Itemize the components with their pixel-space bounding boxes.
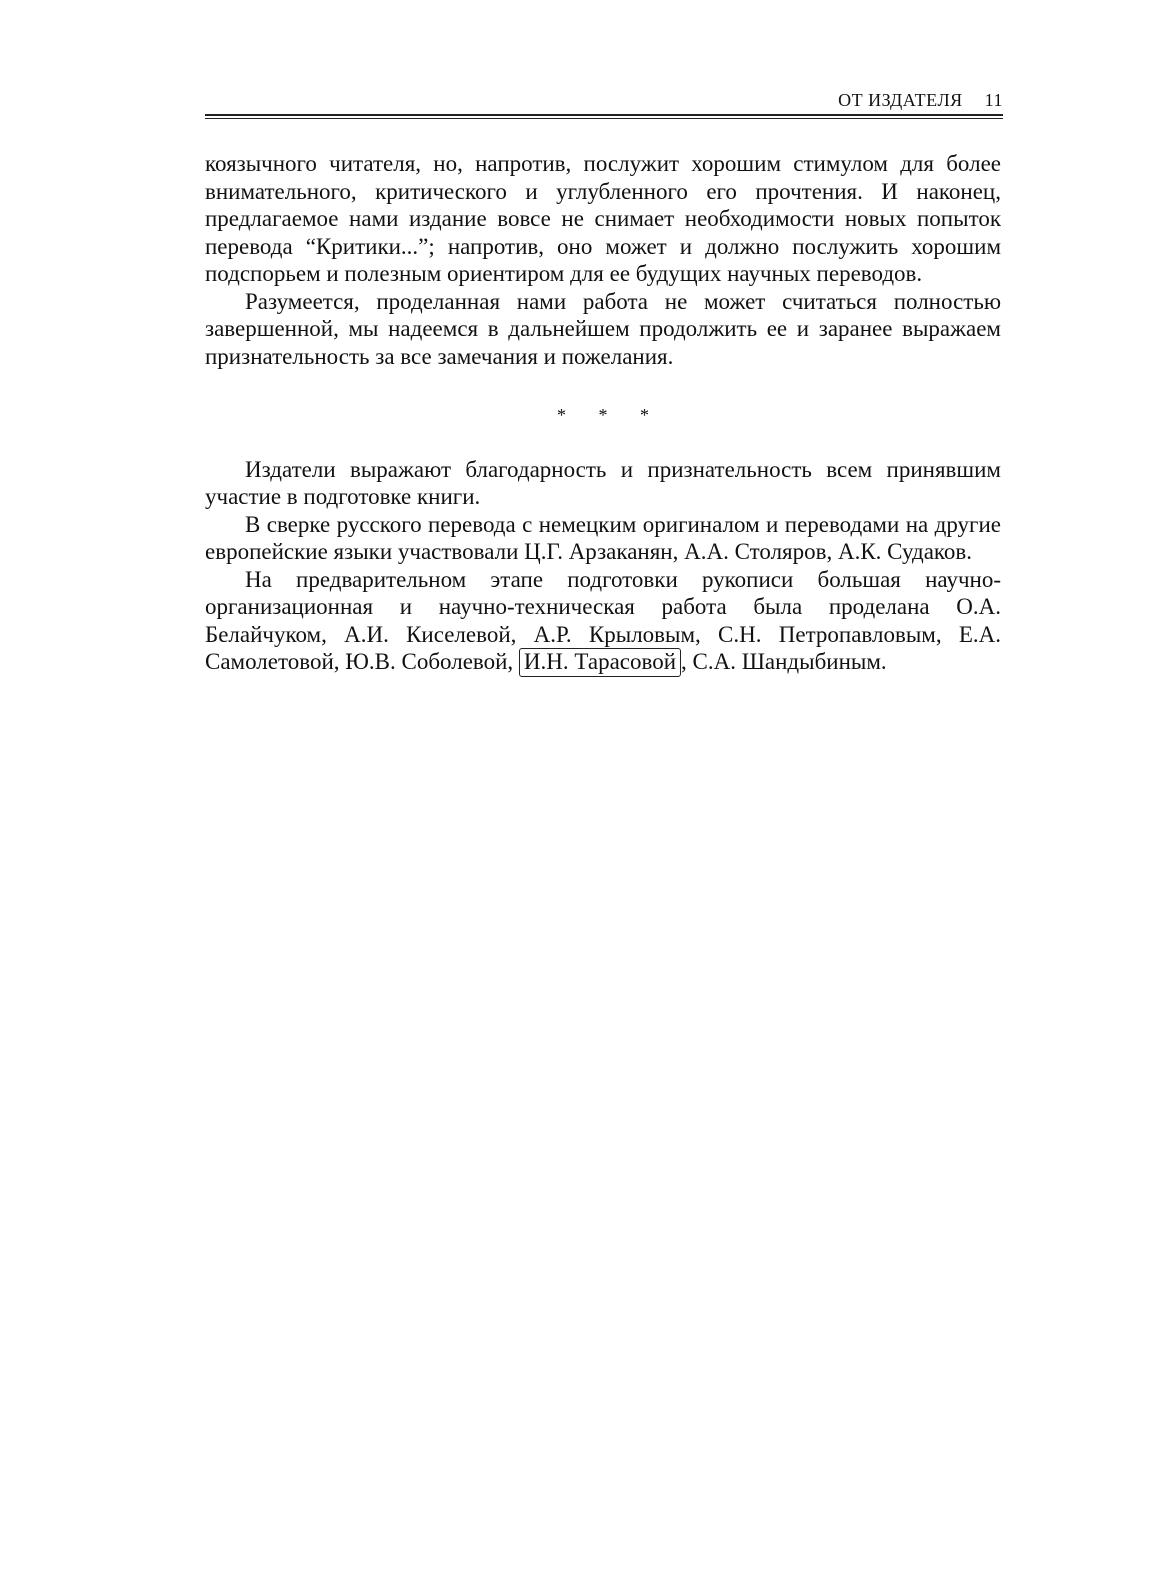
paragraph-completion: Разумеется, проделанная нами работа не может считаться полностью завершенной, мы надеемся в дальнейшем продолжить ее и заранее выражаем признательность за все замечания и пожелания. (205, 288, 1001, 369)
paragraph-translation-check: В сверке русского перевода с немецким оригиналом и переводами на другие европейские языки участвовали Ц.Г. Арзаканян, А.А. Столяров, А.К. Судаков. (205, 511, 1001, 564)
paragraph-thanks: Издатели выражают благодарность и признательность всем принявшим участие в подготовке книги. (205, 456, 1001, 509)
header-rule-thin (205, 118, 1003, 119)
body-text (205, 150, 1001, 676)
running-head-text (838, 90, 1003, 111)
header-rule-thick (205, 114, 1003, 116)
section-title: ОТ ИЗДАТЕЛЯ (838, 90, 963, 110)
highlighted-name-box: И.Н. Тарасовой (519, 648, 681, 677)
page-number: 11 (984, 90, 1003, 110)
section-separator: * * * (557, 405, 663, 425)
paragraph-contributors (205, 566, 1001, 676)
contributors-text: На предварительном этапе подготовки рукописи большая научно-организационная и научно-техническая работа была проделана О.А. Белайчуком, А.И. Киселевой, А.Р. Крыловым, С.Н. Петропавловым, Е.А. Самолетовой, Ю.В. Соболевой, (205, 566, 1001, 674)
paragraph-continuation: коязычного читателя, но, напротив, послужит хорошим стимулом для более внимательного, критического и углубленного его прочтения. И наконец, предлагаемое нами издание вовсе не снимает необходимости новых попыток перевода “Критики...”; напротив, оно может и должно послужить хорошим подспорьем и полезным ориентиром для ее будущих научных переводов. (205, 151, 1001, 286)
contributors-text-end: , С.А. Шандыбиным. (681, 649, 887, 674)
running-head (205, 88, 1003, 120)
